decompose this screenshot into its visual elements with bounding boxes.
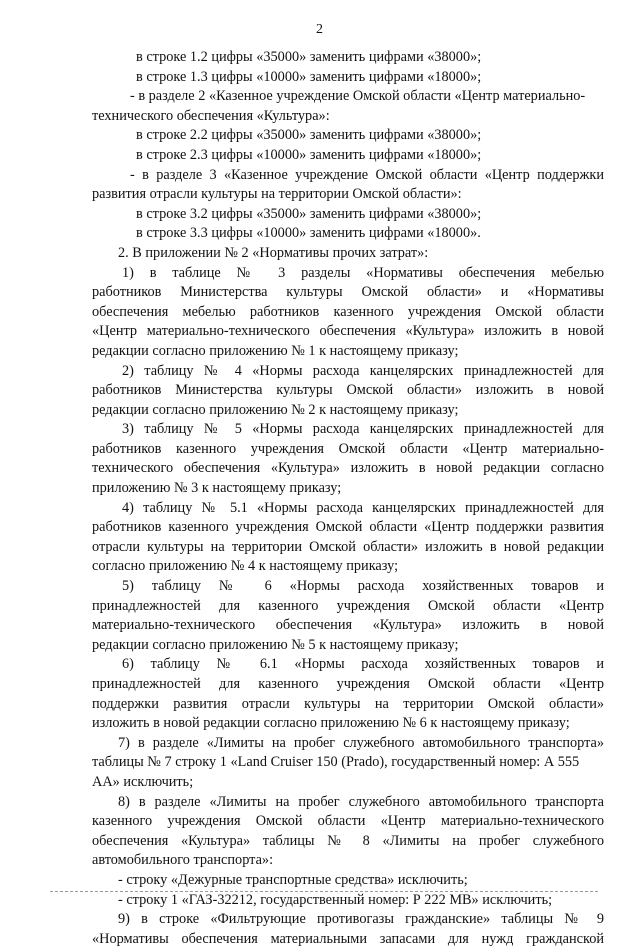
text-line: 9) в строке «Фильтрующие противогазы гражданские» таблицы № 9 [118, 911, 604, 928]
text-line: отрасли культуры на территории Омской области» изложить в новой редакции [92, 538, 604, 555]
text-line: приложению № 3 к настоящему приказу; [92, 480, 342, 497]
text-line: - в разделе 3 «Казенное учреждение Омской области «Центр поддержки [130, 166, 604, 183]
page-number: 2 [316, 22, 323, 37]
text-line: - строку «Дежурные транспортные средства» исключить; [118, 871, 468, 888]
text-line: в строке 1.2 цифры «35000» заменить цифрами «38000»; [136, 49, 482, 65]
text-line: обеспечения мебелью работников казенного учреждения Омской области [92, 303, 604, 320]
text-line: материально-технического обеспечения «Культура» изложить в новой [92, 617, 604, 634]
text-line: принадлежностей для казенного учреждения Омской области «Центр [92, 597, 604, 614]
text-line: технического обеспечения «Культура» изложить в новой редакции согласно [92, 460, 604, 477]
text-line: принадлежностей для казенного учреждения Омской области «Центр [92, 676, 604, 692]
text-line: в строке 2.2 цифры «35000» заменить цифрами «38000»; [136, 127, 482, 144]
text-line: 2. В приложении № 2 «Нормативы прочих затрат»: [118, 244, 429, 261]
text-line: изложить в новой редакции согласно приложению № 6 к настоящему приказу; [92, 715, 570, 732]
text-line: 1) в таблице № 3 разделы «Нормативы обеспечения мебелью [122, 264, 604, 281]
text-line: в строке 2.3 цифры «10000» заменить цифрами «18000»; [136, 146, 482, 163]
text-line: - строку 1 «ГАЗ-32212, государственный номер: Р 222 МВ» исключить; [118, 891, 553, 908]
text-line: работников Министерства культуры Омской области» изложить в новой [92, 382, 604, 399]
text-line: 5) таблицу № 6 «Нормы расхода хозяйственных товаров и [122, 578, 604, 595]
document-body [92, 48, 604, 949]
text-line: в строке 1.3 цифры «10000» заменить цифрами «18000»; [136, 68, 482, 85]
text-line: 8) в разделе «Лимиты на пробег служебного автомобильного транспорта [118, 793, 604, 810]
text-line: казенного учреждения Омской области «Центр материально-технического [92, 813, 604, 830]
text-line: редакции согласно приложению № 1 к настоящему приказу; [92, 342, 459, 359]
text-line: работников Министерства культуры Омской области» и «Нормативы [92, 284, 604, 301]
scan-bottom-edge [50, 891, 598, 892]
text-line: «Нормативы обеспечения материальными запасами для нужд гражданской [92, 930, 604, 947]
text-line: АА» исключить; [92, 773, 194, 790]
text-line: согласно приложению № 4 к настоящему приказу; [92, 558, 399, 575]
text-line: редакции согласно приложению № 5 к настоящему приказу; [92, 636, 459, 653]
text-line: обеспечения «Культура» таблицы № 8 «Лимиты на пробег служебного [92, 832, 604, 849]
text-line: 6) таблицу № 6.1 «Нормы расхода хозяйственных товаров и [122, 656, 604, 673]
text-line: технического обеспечения «Культура»: [92, 107, 330, 124]
text-line: таблицы № 7 строку 1 «Land Cruiser 150 (Prado), государственный номер: А 555 [92, 754, 580, 771]
text-line: работников казенного учреждения Омской области «Центр материально- [92, 440, 604, 457]
text-line: 4) таблицу № 5.1 «Нормы расхода канцелярских принадлежностей для [122, 499, 604, 516]
text-line: - в разделе 2 «Казенное учреждение Омской области «Центр материально- [130, 88, 586, 105]
text-line: «Центр материально-технического обеспечения «Культура» изложить в новой [92, 323, 604, 340]
text-line: поддержки развития отрасли культуры на территории Омской области» [92, 695, 604, 712]
text-line: автомобильного транспорта»: [92, 852, 274, 869]
text-line: 2) таблицу № 4 «Нормы расхода канцелярских принадлежностей для [122, 362, 604, 379]
text-line: работников казенного учреждения Омской области «Центр поддержки развития [92, 519, 604, 536]
text-line: в строке 3.3 цифры «10000» заменить цифрами «18000». [136, 225, 481, 242]
text-line: 7) в разделе «Лимиты на пробег служебного автомобильного транспорта» [118, 734, 604, 751]
text-line: редакции согласно приложению № 2 к настоящему приказу; [92, 401, 459, 418]
text-line: в строке 3.2 цифры «35000» заменить цифрами «38000»; [136, 205, 482, 222]
text-line: развития отрасли культуры на территории Омской области»: [92, 186, 462, 203]
text-line: 3) таблицу № 5 «Нормы расхода канцелярских принадлежностей для [122, 421, 604, 438]
